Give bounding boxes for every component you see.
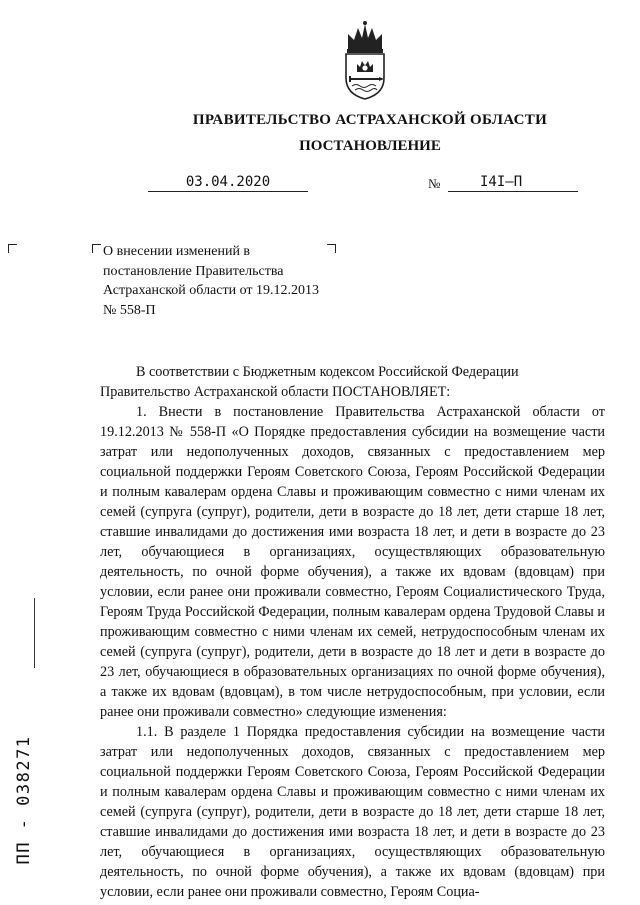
paragraph-1-1: 1.1. В разделе 1 Порядка предоставления субсидии на возмещение части затрат или недополученных доходов, связанных с предоставлением мер социальной поддержки Героям Советского Союза, Героям Российской Федерации и полным кавалерам ордена Славы и проживающим совместно с ними членам их семей (супруга (супруг), родители, дети в возрасте до 18 лет, дети старше 18 лет, ставшие инвалидами до достижения ими возраста 18 лет, и дети в возрасте до 23 лет, обучающиеся в организациях, осуществляющих образовательную деятельность, по очной форме обучения), а также их вдовам (вдовцам) при условии, если ранее они проживали совместно, Героям Социа- <box>100 724 605 900</box>
decree-number: I4I–П <box>448 174 578 192</box>
margin-line-mark <box>34 598 35 668</box>
decree-body <box>100 362 605 902</box>
paragraph-1: 1. Внести в постановление Правительства Астраханской области от 19.12.2013 № 558-П «О Порядке предоставления субсидии на возмещение части затрат или недополученных доходов, связанных с предоставлением мер социальной поддержки Героям Советского Союза, Героям Российской Федерации и полным кавалерам ордена Славы и проживающим совместно с ними членам их семей (супруга (супруг), родители, дети в возрасте до 18 лет, дети старше 18 лет, ставшие инвалидами до достижения ими возраста 18 лет, и дети в возрасте до 23 лет, обучающиеся в организациях, осуществляющих образовательную деятельность, по очной форме обучения), а также их вдовам (вдовцам) при условии, если ранее они проживали совместно, Героям Социалистического Труда, Героям Труда Российской Федерации, полным кавалерам ордена Трудовой Славы и проживающим совместно с ними членам их семей, нетрудоспособным членам их семей (супруга (супруг), родители, дети в возрасте до 18 лет и дети в возрасте до 23 лет, обучающиеся в образовательных организациях по очной форме обучения), а также их вдовам (вдовцам), в том числе нетрудоспособным, при условии, если ранее они проживали совместно» следующие изменения: <box>100 404 605 720</box>
subject-corner-mark-left <box>92 244 101 253</box>
intro-line-2: Правительство Астраханской области ПОСТАНОВЛЯЕТ: <box>100 384 451 400</box>
serial-number-text: ПП - 038271 <box>14 735 34 865</box>
decree-date: 03.04.2020 <box>148 174 308 192</box>
intro-line-1: В соответствии с Бюджетным кодексом Российской Федерации <box>136 364 519 380</box>
form-serial-number <box>4 720 44 880</box>
document-type-title: ПОСТАНОВЛЕНИЕ <box>299 138 441 154</box>
margin-corner-mark <box>8 244 17 253</box>
astrakhan-coat-of-arms-icon <box>340 20 390 100</box>
subject-corner-mark-right <box>327 244 336 253</box>
number-label: № <box>428 176 441 191</box>
decree-subject: О внесении изменений в постановление Правительства Астраханской области от 19.12.2013 № 558-П <box>103 244 320 318</box>
government-title: ПРАВИТЕЛЬСТВО АСТРАХАНСКОЙ ОБЛАСТИ <box>192 112 548 128</box>
